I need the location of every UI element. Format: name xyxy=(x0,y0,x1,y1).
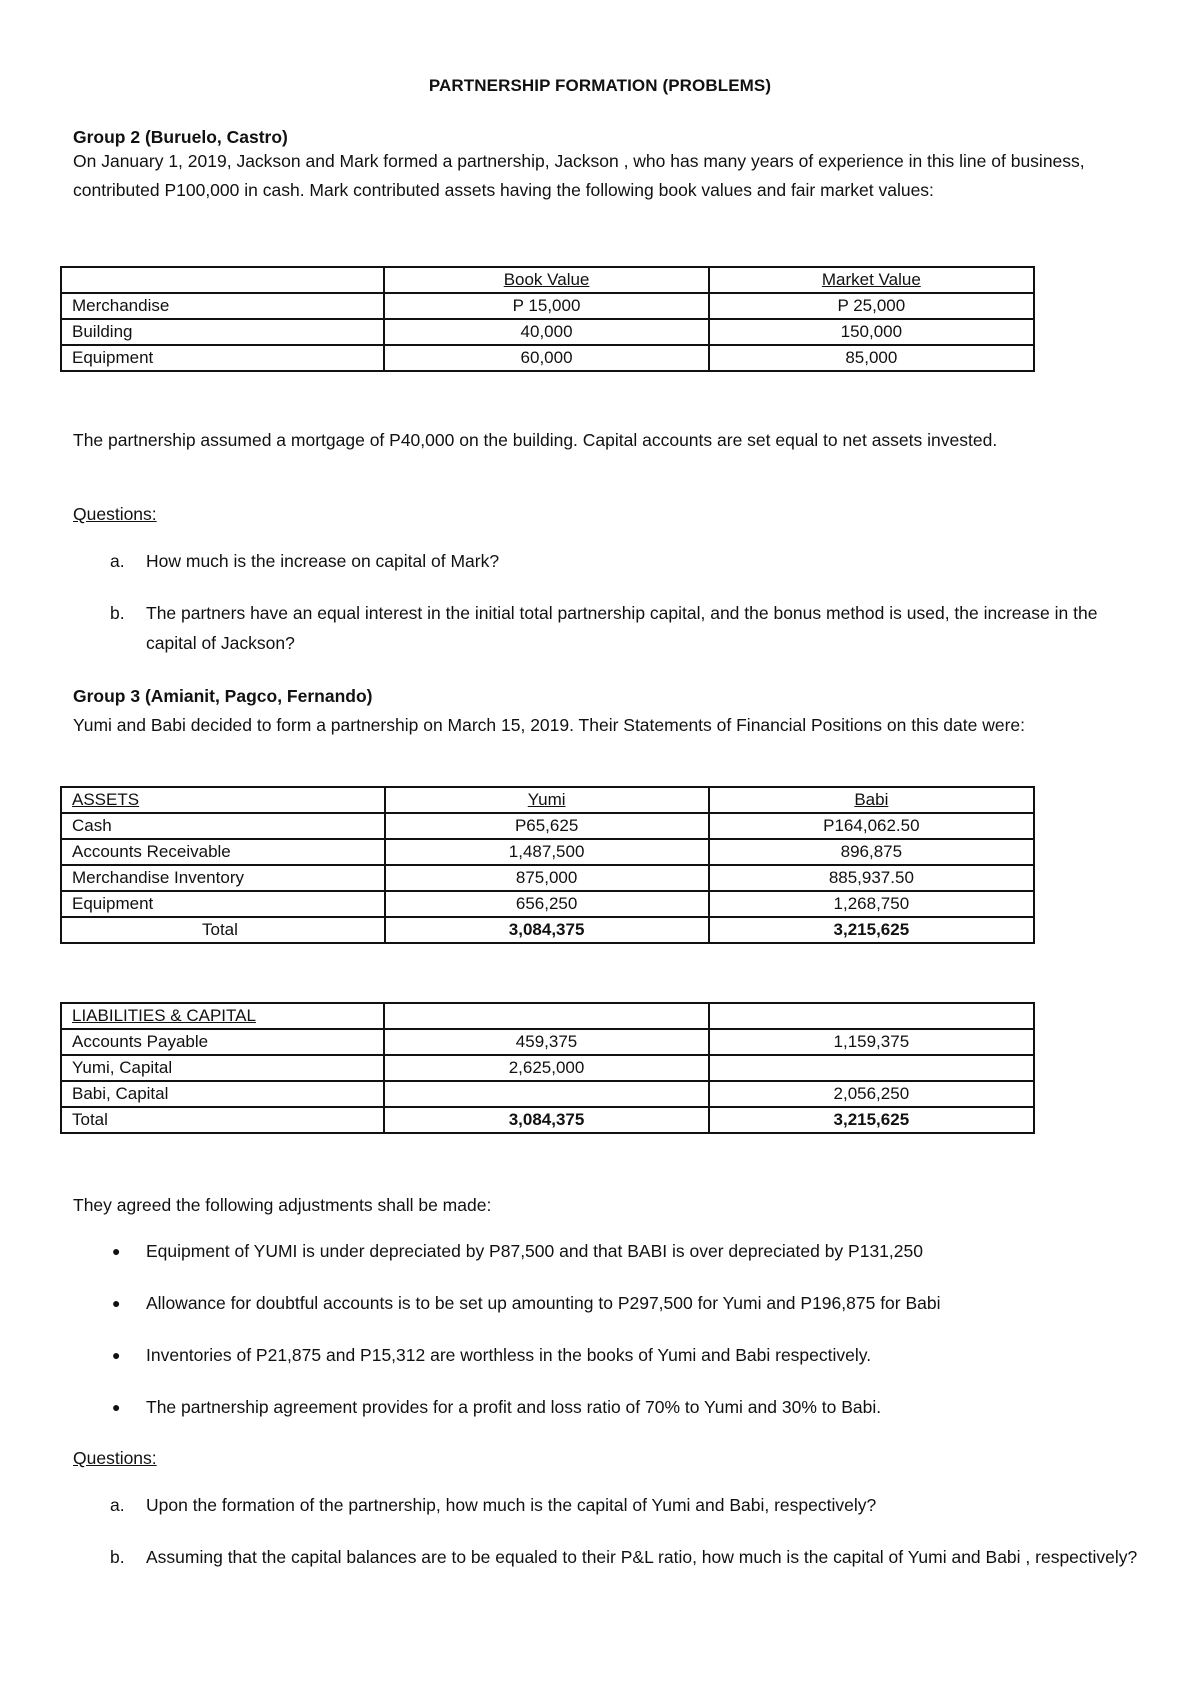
list-marker: a. xyxy=(110,1495,125,1515)
adjustment-text: Equipment of YUMI is under depreciated by P87,500 and that BABI is over depreciated by P131,250 xyxy=(146,1241,923,1261)
list-marker: a. xyxy=(110,551,125,571)
table-cell: 3,084,375 xyxy=(385,917,709,943)
group2-note: The partnership assumed a mortgage of P40,000 on the building. Capital accounts are set equal to net assets invested. xyxy=(73,430,998,450)
table-cell: P 15,000 xyxy=(384,293,708,319)
table-cell: P 25,000 xyxy=(709,293,1034,319)
table-cell: 2,625,000 xyxy=(384,1055,708,1081)
row-label: Cash xyxy=(61,813,385,839)
bullet-icon: ● xyxy=(112,1347,121,1363)
table-header-row xyxy=(61,267,1034,293)
table-cell: 85,000 xyxy=(709,345,1034,371)
column-header-yumi: Yumi xyxy=(385,787,709,813)
table-cell: 1,268,750 xyxy=(709,891,1034,917)
group3-assets-table xyxy=(60,786,1035,944)
column-header-market-value: Market Value xyxy=(709,267,1034,293)
row-label: Yumi, Capital xyxy=(61,1055,384,1081)
row-label: Babi, Capital xyxy=(61,1081,384,1107)
table-cell: 60,000 xyxy=(384,345,708,371)
table-cell: 896,875 xyxy=(709,839,1034,865)
group2-asset-table xyxy=(60,266,1035,372)
table-cell: P65,625 xyxy=(385,813,709,839)
group3-liabilities-table xyxy=(60,1002,1035,1134)
table-cell: 875,000 xyxy=(385,865,709,891)
row-label: Building xyxy=(61,319,384,345)
table-header-row xyxy=(61,787,1034,813)
row-label: Equipment xyxy=(61,345,384,371)
adjustment-text: Inventories of P21,875 and P15,312 are worthless in the books of Yumi and Babi respectively. xyxy=(146,1345,872,1365)
table-cell: 656,250 xyxy=(385,891,709,917)
table-cell xyxy=(384,1003,708,1029)
table-row xyxy=(61,891,1034,917)
row-label: Total xyxy=(61,1107,384,1133)
table-row xyxy=(61,319,1034,345)
table-cell: 40,000 xyxy=(384,319,708,345)
table-cell xyxy=(384,1081,708,1107)
column-header-babi: Babi xyxy=(709,787,1034,813)
group3-questions-label: Questions: xyxy=(73,1448,157,1468)
adjustment-text: The partnership agreement provides for a profit and loss ratio of 70% to Yumi and 30% to Babi. xyxy=(146,1397,882,1417)
question-text: Assuming that the capital balances are to be equaled to their P&L ratio, how much is the capital of Yumi and Babi , respectively? xyxy=(146,1547,1138,1567)
row-label: Merchandise Inventory xyxy=(61,865,385,891)
table-row xyxy=(61,1055,1034,1081)
table-cell: 885,937.50 xyxy=(709,865,1034,891)
list-marker: b. xyxy=(110,603,125,623)
table-cell: 3,215,625 xyxy=(709,917,1034,943)
adjustments-intro: They agreed the following adjustments shall be made: xyxy=(73,1195,492,1215)
table-cell xyxy=(709,1055,1034,1081)
question-text: How much is the increase on capital of Mark? xyxy=(146,551,500,571)
row-label: Total xyxy=(61,917,385,943)
bullet-icon: ● xyxy=(112,1243,121,1259)
table-cell: 459,375 xyxy=(384,1029,708,1055)
question-text: The partners have an equal interest in the initial total partnership capital, and the bonus method is used, the increase in the capital of Jackson? xyxy=(146,603,1098,653)
question-text: Upon the formation of the partnership, how much is the capital of Yumi and Babi, respectively? xyxy=(146,1495,877,1515)
table-cell: 3,215,625 xyxy=(709,1107,1034,1133)
table-total-row xyxy=(61,917,1034,943)
row-label: Merchandise xyxy=(61,293,384,319)
table-row xyxy=(61,1029,1034,1055)
row-label: Equipment xyxy=(61,891,385,917)
table-cell: 2,056,250 xyxy=(709,1081,1034,1107)
row-label: Accounts Payable xyxy=(61,1029,384,1055)
group2-intro: On January 1, 2019, Jackson and Mark formed a partnership, Jackson , who has many years of experience in this line of business, contributed P100,000 in cash. Mark contributed assets having the following book values and fair market values: xyxy=(73,151,1085,200)
list-marker: b. xyxy=(110,1547,125,1567)
column-header-book-value: Book Value xyxy=(384,267,708,293)
adjustment-text: Allowance for doubtful accounts is to be set up amounting to P297,500 for Yumi and P196,875 for Babi xyxy=(146,1293,941,1313)
group3-intro: Yumi and Babi decided to form a partnership on March 15, 2019. Their Statements of Financial Positions on this date were: xyxy=(73,715,1026,735)
table-row xyxy=(61,293,1034,319)
table-cell xyxy=(61,267,384,293)
table-row xyxy=(61,345,1034,371)
table-cell: 1,487,500 xyxy=(385,839,709,865)
page-title: PARTNERSHIP FORMATION (PROBLEMS) xyxy=(428,76,772,95)
table-cell: 3,084,375 xyxy=(384,1107,708,1133)
column-header-assets: ASSETS xyxy=(61,787,385,813)
table-header-row xyxy=(61,1003,1034,1029)
table-cell: 1,159,375 xyxy=(709,1029,1034,1055)
group2-heading: Group 2 (Buruelo, Castro) xyxy=(73,127,288,147)
row-label: Accounts Receivable xyxy=(61,839,385,865)
table-row xyxy=(61,813,1034,839)
bullet-icon: ● xyxy=(112,1295,121,1311)
table-cell xyxy=(709,1003,1034,1029)
group3-heading: Group 3 (Amianit, Pagco, Fernando) xyxy=(73,686,373,706)
table-cell: 150,000 xyxy=(709,319,1034,345)
table-row xyxy=(61,839,1034,865)
group2-questions-label: Questions: xyxy=(73,504,157,524)
table-row xyxy=(61,1081,1034,1107)
table-total-row xyxy=(61,1107,1034,1133)
table-row xyxy=(61,865,1034,891)
bullet-icon: ● xyxy=(112,1399,121,1415)
table-cell: P164,062.50 xyxy=(709,813,1034,839)
column-header-liabilities: LIABILITIES & CAPITAL xyxy=(61,1003,384,1029)
